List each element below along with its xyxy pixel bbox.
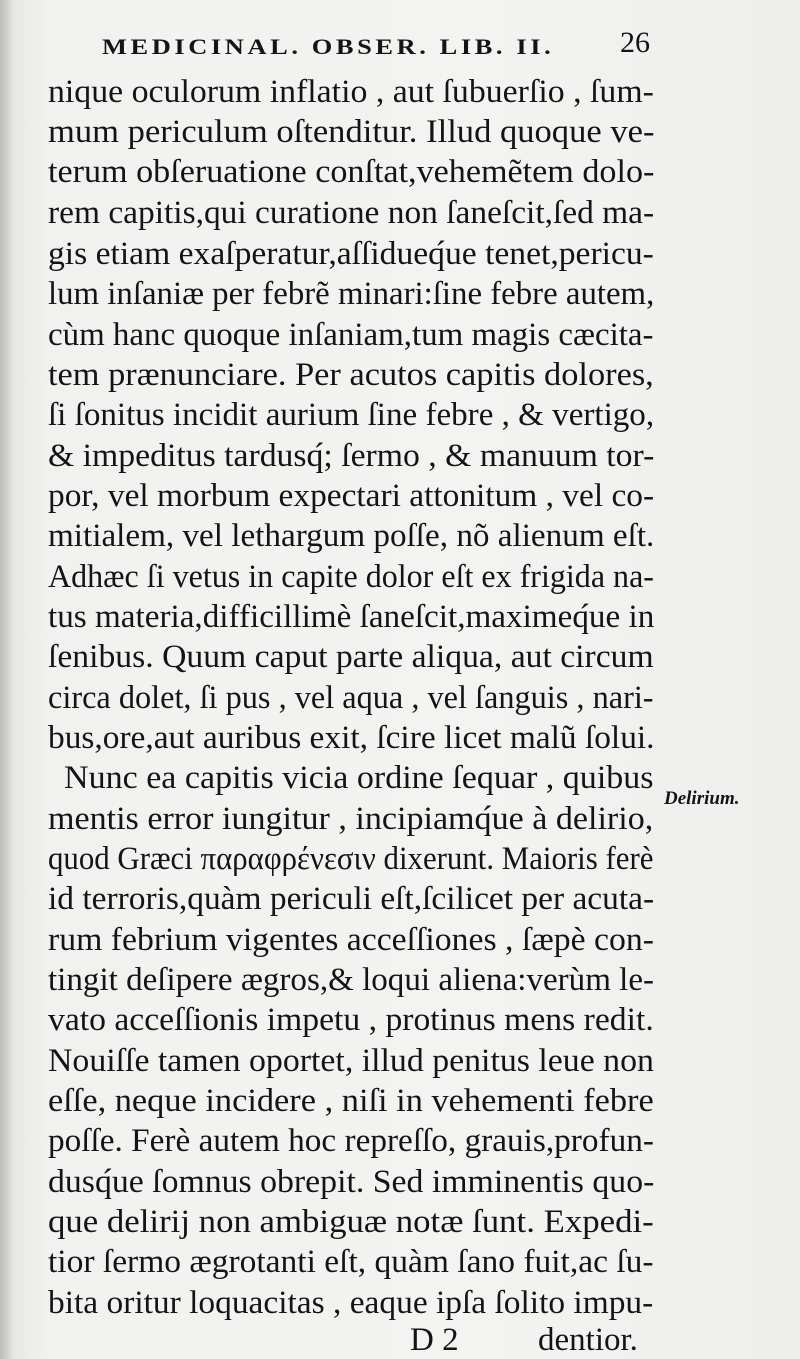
text-line: eſſe, neque incidere , niſi in vehementi febre xyxy=(48,1083,654,1119)
text-line: nique oculorum inflatio , aut ſubuerſio , ſum- xyxy=(48,74,654,110)
text-line: Nouiſſe tamen oportet, illud penitus leue non xyxy=(48,1043,654,1079)
text-line: poſſe. Ferè autem hoc repreſſo, grauis,profun- xyxy=(48,1123,654,1159)
text-line: vato acceſſionis impetu , protinus mens redit. xyxy=(48,1002,654,1038)
text-line: dusq́ue ſomnus obrepit. Sed imminentis quo- xyxy=(48,1164,655,1200)
running-head-title: MEDICINAL. OBSER. LIB. II. xyxy=(102,34,555,59)
catchword: dentior. xyxy=(538,1322,638,1358)
text-line: cùm hanc quoque inſaniam,tum magis cæcita- xyxy=(48,317,654,353)
marginal-note: Delirium. xyxy=(664,788,740,809)
text-line: quod Græci παραφρένεσιν dixerunt. Maioris ferè xyxy=(48,841,654,877)
text-line: bita oritur loquacitas , eaque ipſa ſolito impu- xyxy=(48,1285,654,1321)
text-line: tem prænunciare. Per acutos capitis dolores, xyxy=(48,357,654,393)
text-line: rem capitis,qui curatione non ſaneſcit,ſed ma- xyxy=(48,195,655,231)
text-line: Adhæc ſi vetus in capite dolor eſt ex frigida na- xyxy=(48,559,654,595)
text-line: mitialem, vel lethargum poſſe, nõ alienum eſt. xyxy=(48,518,655,554)
text-line: por, vel morbum expectari attonitum , vel co- xyxy=(48,478,655,514)
text-line: circa dolet, ſi pus , vel aqua , vel ſanguis , nari- xyxy=(48,680,654,716)
text-line: tior ſermo ægrotanti eſt, quàm ſano fuit,ac ſu- xyxy=(48,1244,654,1280)
text-line: ſi ſonitus incidit aurium ſine febre , & vertigo, xyxy=(48,397,655,433)
text-line: lum inſaniæ per febrẽ minari:ſine febre autem, xyxy=(48,276,655,312)
text-line: & impeditus tardusq́; ſermo , & manuum tor- xyxy=(48,438,655,474)
text-line: bus,ore,aut auribus exit, ſcire licet malũ ſolui. xyxy=(48,720,655,756)
page-number: 26 xyxy=(620,26,650,59)
text-line: gis etiam exaſperatur,aſſidueq́ue tenet,pericu- xyxy=(48,236,654,272)
text-line: ſenibus. Quum caput parte aliqua, aut circum xyxy=(48,639,654,675)
text-line: Nunc ea capitis vicia ordine ſequar , quibus xyxy=(64,760,654,796)
text-line: id terroris,quàm periculi eſt,ſcilicet per acuta- xyxy=(48,881,655,917)
text-line: tingit deſipere ægros,& loqui aliena:verùm le- xyxy=(48,962,655,998)
signature-mark: D 2 xyxy=(410,1322,459,1358)
text-line: mentis error iungitur , incipiamq́ue à delirio, xyxy=(48,801,654,837)
text-line: tus materia,difficillimè ſaneſcit,maximeq́ue in xyxy=(48,599,655,635)
text-line: mum periculum oſtenditur. Illud quoque ve- xyxy=(48,114,655,150)
text-line: rum febrium vigentes acceſſiones , ſæpè con- xyxy=(48,922,654,958)
text-line: terum obſeruatione conſtat,vehemẽtem dolo- xyxy=(48,154,655,190)
text-line: que delirij non ambiguæ notæ ſunt. Expedi- xyxy=(48,1204,654,1240)
